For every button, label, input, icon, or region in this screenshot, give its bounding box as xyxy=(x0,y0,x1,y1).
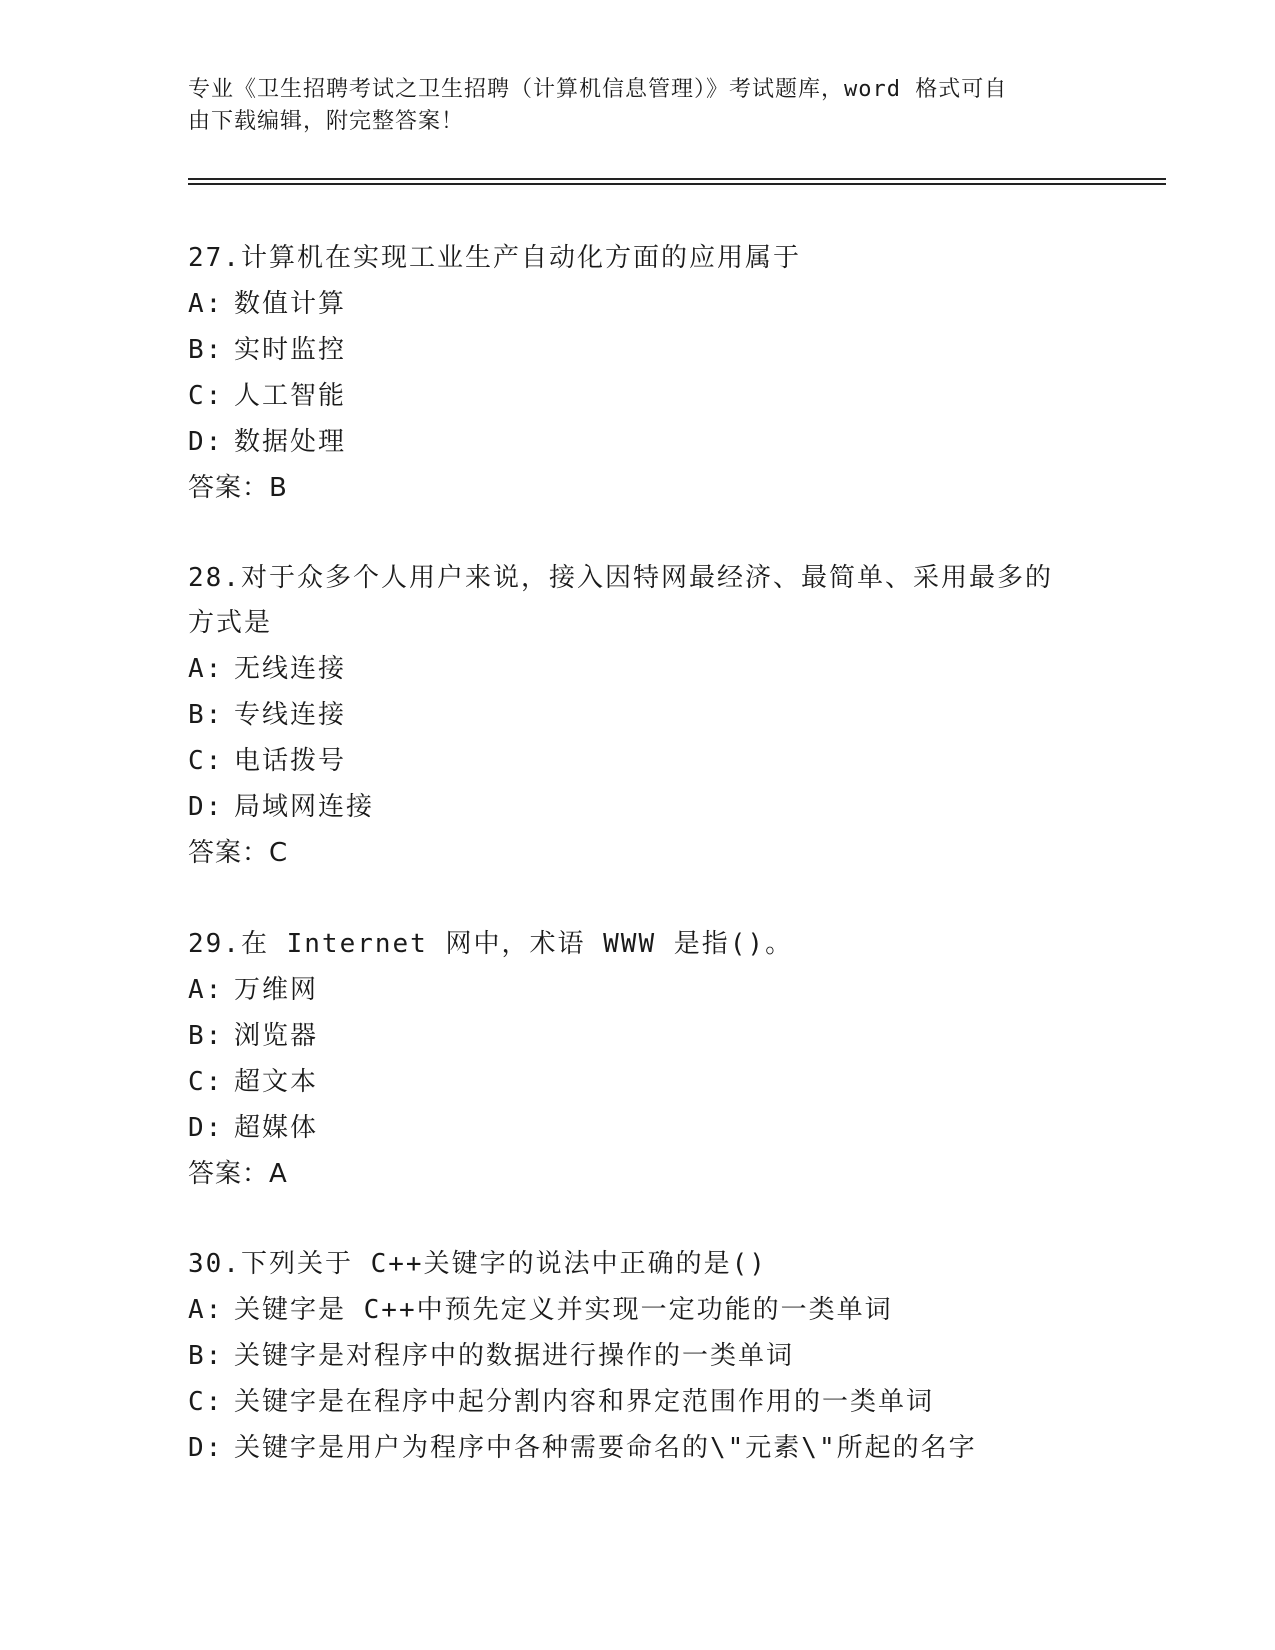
question-30 xyxy=(188,1242,1088,1471)
option-text: 实时监控 xyxy=(234,335,347,365)
option-d xyxy=(188,1425,1088,1471)
option-b xyxy=(188,1013,1088,1059)
option-b xyxy=(188,327,1088,373)
option-c xyxy=(188,1059,1088,1105)
option-a xyxy=(188,646,1088,692)
option-a xyxy=(188,967,1088,1013)
question-stem-line-1: 28.对于众多个人用户来说，接入因特网最经济、最简单、采用最多的 xyxy=(188,563,1053,593)
header-divider-bottom xyxy=(188,183,1166,185)
option-text: 无线连接 xyxy=(234,654,347,684)
question-stem: 30.下列关于 C++关键字的说法中正确的是() xyxy=(188,1249,767,1279)
question-29 xyxy=(188,922,1088,1197)
option-letter: B: xyxy=(188,1021,224,1051)
option-letter: D: xyxy=(188,427,224,457)
option-b xyxy=(188,1333,1088,1379)
question-stem: 29.在 Internet 网中，术语 WWW 是指()。 xyxy=(188,929,794,959)
option-text: 关键字是 C++中预先定义并实现一定功能的一类单词 xyxy=(234,1295,893,1325)
option-text: 超文本 xyxy=(234,1067,319,1097)
option-text: 关键字是在程序中起分割内容和界定范围作用的一类单词 xyxy=(234,1387,935,1417)
question-27 xyxy=(188,236,1088,511)
option-letter: B: xyxy=(188,700,224,730)
question-stem: 27.计算机在实现工业生产自动化方面的应用属于 xyxy=(188,243,801,273)
header-line-1: 专业《卫生招聘考试之卫生招聘（计算机信息管理）》考试题库，word 格式可自 xyxy=(188,77,1008,102)
option-text: 人工智能 xyxy=(234,381,347,411)
option-c xyxy=(188,373,1088,419)
answer: 答案：C xyxy=(188,838,289,868)
header-divider-top xyxy=(188,178,1166,180)
option-letter: B: xyxy=(188,335,224,365)
option-d xyxy=(188,419,1088,465)
option-letter: B: xyxy=(188,1341,224,1371)
answer: 答案：B xyxy=(188,473,288,503)
option-letter: C: xyxy=(188,381,224,411)
option-letter: C: xyxy=(188,746,224,776)
question-28 xyxy=(188,556,1088,876)
option-text: 专线连接 xyxy=(234,700,347,730)
option-text: 数值计算 xyxy=(234,289,347,319)
option-letter: C: xyxy=(188,1387,224,1417)
option-text: 局域网连接 xyxy=(234,792,375,822)
answer: 答案：A xyxy=(188,1159,288,1189)
option-letter: A: xyxy=(188,654,224,684)
header-line-2: 由下载编辑，附完整答案！ xyxy=(188,109,465,134)
option-letter: D: xyxy=(188,1433,224,1463)
option-text: 关键字是对程序中的数据进行操作的一类单词 xyxy=(234,1341,795,1371)
option-text: 万维网 xyxy=(234,975,319,1005)
option-text: 数据处理 xyxy=(234,427,347,457)
option-c xyxy=(188,1379,1088,1425)
option-text: 电话拨号 xyxy=(234,746,347,776)
option-a xyxy=(188,1287,1088,1333)
option-letter: D: xyxy=(188,1113,224,1143)
option-b xyxy=(188,692,1088,738)
option-d xyxy=(188,784,1088,830)
option-text: 浏览器 xyxy=(234,1021,319,1051)
option-letter: C: xyxy=(188,1067,224,1097)
option-letter: D: xyxy=(188,792,224,822)
option-a xyxy=(188,281,1088,327)
question-stem-line-2: 方式是 xyxy=(188,608,273,638)
option-letter: A: xyxy=(188,975,224,1005)
option-text: 关键字是用户为程序中各种需要命名的\"元素\"所起的名字 xyxy=(234,1433,977,1463)
document-header xyxy=(188,74,1068,138)
option-c xyxy=(188,738,1088,784)
option-text: 超媒体 xyxy=(234,1113,319,1143)
option-letter: A: xyxy=(188,289,224,319)
option-letter: A: xyxy=(188,1295,224,1325)
option-d xyxy=(188,1105,1088,1151)
